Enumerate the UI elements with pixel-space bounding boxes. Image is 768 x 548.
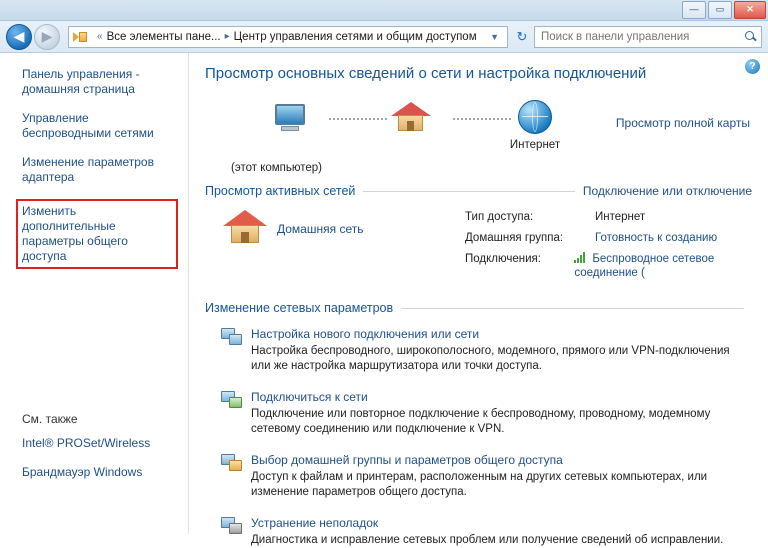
- maximize-button[interactable]: ▭: [708, 1, 732, 19]
- help-icon[interactable]: ?: [745, 59, 760, 74]
- this-computer-label: (этот компьютер): [231, 162, 323, 174]
- divider: [401, 308, 744, 309]
- sidebar: [0, 53, 189, 534]
- breadcrumb-item-0[interactable]: Все элементы пане...: [106, 30, 221, 43]
- search-input[interactable]: [539, 30, 744, 44]
- detail-connections-value[interactable]: [574, 252, 754, 280]
- detail-access-type-value: Интернет: [595, 211, 646, 223]
- title-bar: [0, 0, 768, 21]
- change-settings-heading: Изменение сетевых параметров: [205, 301, 394, 315]
- content-area: [0, 53, 768, 546]
- task-desc-troubleshoot: Диагностика и исправление сетевых проблем или получение сведений об исправлении.: [251, 534, 724, 546]
- refresh-icon[interactable]: ↻: [516, 28, 528, 44]
- see-also-item-proset[interactable]: Intel® PROSet/Wireless: [22, 436, 151, 450]
- active-network-row: [203, 208, 754, 287]
- view-full-map-link[interactable]: Просмотр полной карты: [615, 116, 750, 130]
- active-network-identity: [203, 208, 465, 287]
- close-button[interactable]: ✕: [734, 1, 766, 19]
- task-title-homegroup[interactable]: Выбор домашней группы и параметров общего доступа: [251, 453, 563, 467]
- map-node-internet[interactable]: [487, 100, 583, 151]
- sidebar-item-advanced-sharing[interactable]: Изменить дополнительные параметры общего доступа: [22, 204, 128, 263]
- window-controls: [682, 1, 766, 19]
- task-title-troubleshoot[interactable]: Устранение неполадок: [251, 516, 379, 530]
- task-item: [203, 516, 754, 548]
- back-button[interactable]: ◀: [6, 24, 32, 50]
- task-item: [203, 453, 754, 500]
- see-also-section: [22, 412, 182, 494]
- task-item: [203, 390, 754, 437]
- map-node-home-network[interactable]: [363, 100, 459, 139]
- page-title: Просмотр основных сведений о сети и настройка подключений: [205, 65, 647, 82]
- troubleshoot-icon: [203, 516, 251, 548]
- task-body: [251, 390, 754, 437]
- active-networks-header: [205, 184, 752, 198]
- home-network-large-icon: [223, 208, 267, 246]
- sidebar-item-adapter-settings[interactable]: Изменение параметров адаптера: [22, 155, 154, 184]
- connect-network-icon: [203, 390, 251, 437]
- task-item: [203, 327, 754, 374]
- detail-homegroup-value[interactable]: Готовность к созданию: [595, 232, 718, 244]
- network-map: [243, 94, 754, 160]
- search-box[interactable]: [534, 26, 762, 48]
- breadcrumb-prefix: «: [97, 31, 103, 42]
- connect-disconnect-link[interactable]: Подключение или отключение: [582, 184, 752, 198]
- detail-access-type-key: Тип доступа:: [465, 211, 534, 223]
- home-network-icon: [390, 100, 432, 134]
- see-also-title: См. также: [22, 412, 78, 426]
- task-body: [251, 453, 754, 500]
- detail-access-type: [465, 210, 754, 224]
- globe-icon: [518, 100, 552, 134]
- folder-icon: [73, 30, 89, 44]
- task-title-connect-network[interactable]: Подключиться к сети: [251, 390, 368, 404]
- search-icon[interactable]: [744, 30, 757, 43]
- main-panel: [189, 53, 768, 546]
- minimize-button[interactable]: —: [682, 1, 706, 19]
- sidebar-item-advanced-sharing-highlight: [16, 199, 178, 269]
- forward-button[interactable]: ▶: [34, 24, 60, 50]
- task-desc-connect-network: Подключение или повторное подключение к беспроводному, проводному, модемному сетевому соединению или подключение к VPN.: [251, 408, 711, 435]
- sidebar-item-home[interactable]: Панель управления - домашняя страница: [22, 67, 140, 96]
- task-body: [251, 516, 754, 548]
- see-also-item-firewall[interactable]: Брандмауэр Windows: [22, 465, 143, 479]
- computer-icon: [271, 102, 311, 134]
- breadcrumb-separator-icon: ▸: [224, 31, 230, 42]
- detail-connections: [465, 252, 754, 280]
- task-body: [251, 327, 754, 374]
- detail-homegroup: [465, 231, 754, 245]
- new-connection-icon: [203, 327, 251, 374]
- map-node-computer[interactable]: [243, 102, 339, 139]
- detail-homegroup-key: Домашняя группа:: [465, 232, 564, 244]
- change-settings-header: [205, 301, 752, 315]
- active-network-details: [465, 208, 754, 287]
- homegroup-icon: [203, 453, 251, 500]
- detail-connections-text: Беспроводное сетевое соединение (: [574, 253, 715, 279]
- address-bar: [0, 21, 768, 53]
- task-list: [203, 327, 754, 548]
- signal-strength-icon: [574, 252, 587, 263]
- sidebar-item-wireless-networks[interactable]: Управление беспроводными сетями: [22, 111, 154, 140]
- map-node-internet-label: Интернет: [509, 139, 561, 151]
- task-title-new-connection[interactable]: Настройка нового подключения или сети: [251, 327, 480, 341]
- divider: [363, 191, 574, 192]
- task-desc-new-connection: Настройка беспроводного, широкополосного, модемного, прямого или VPN-подключения или же настройка маршрутизатора или точки доступа.: [251, 345, 730, 372]
- active-networks-heading: Просмотр активных сетей: [205, 184, 356, 198]
- breadcrumb-item-1[interactable]: Центр управления сетями и общим доступом: [233, 30, 477, 43]
- task-desc-homegroup: Доступ к файлам и принтерам, расположенным на других сетевых компьютерах, или изменение параметров общего доступа.: [251, 471, 708, 498]
- detail-connections-key: Подключения:: [465, 253, 541, 265]
- chevron-down-icon[interactable]: ▼: [490, 31, 499, 42]
- network-name-link[interactable]: Домашняя сеть: [277, 222, 364, 236]
- breadcrumb[interactable]: [68, 26, 508, 48]
